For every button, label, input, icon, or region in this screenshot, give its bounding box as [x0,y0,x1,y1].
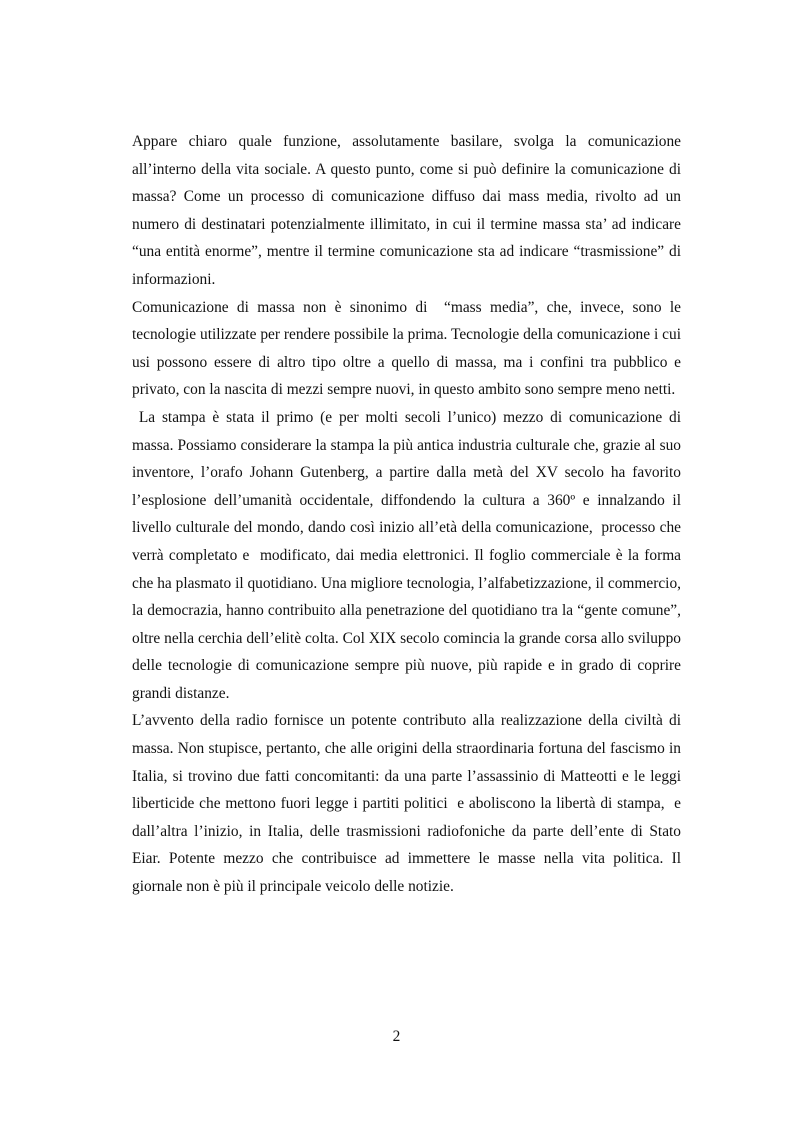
body-text [132,128,685,901]
paragraph-mass-media: Comunicazione di massa non è sinonimo di “mass media”, che, invece, sono le tecnologie utilizzate per rendere possibile la prima. Tecnologie della comunicazione i cui usi possono essere di altro tipo oltre a quello di massa, ma i confini tra pubblico e privato, con la nascita di mezzi sempre nuovi, in questo ambito sono sempre meno netti. [132,298,685,399]
paragraph-radio: L’avvento della radio fornisce un potente contributo alla realizzazione della civiltà di massa. Non stupisce, pertanto, che alle origini della straordinaria fortuna del fascismo in Italia, si trovino due fatti concomitanti: da una parte l’assassinio di Matteotti e le leggi liberticide che mettono fuori legge i partiti politici e aboliscono la libertà di stampa, e dall’altra l’inizio, in Italia, delle trasmissioni radiofoniche da parte dell’ente di Stato Eiar. Potente mezzo che contribuisce ad immettere le masse nella vita politica. Il giornale non è più il principale veicolo delle notizie. [132,712,685,896]
paragraph-press: La stampa è stata il primo (e per molti secoli l’unico) mezzo di comunicazione di massa. Possiamo considerare la stampa la più antica industria culturale che, grazie al suo inventore, l’orafo Johann Gutenberg, a partire dalla metà del XV secolo ha favorito l’esplosione dell’umanità occidentale, diffondendo la cultura a 360º e innalzando il livello culturale del mondo, dando così inizio all’età della comunicazione, processo che verrà completato e modificato, dai media elettronici. Il foglio commerciale è la forma che ha plasmato il quotidiano. Una migliore tecnologia, l’alfabetizzazione, il commercio, la democrazia, hanno contribuito alla penetrazione del quotidiano tra la “gente comune”, oltre nella cerchia dell’elitè colta. Col XIX secolo comincia la grande corsa allo sviluppo delle tecnologie di comunicazione sempre più nuove, più rapide e in grado di coprire grandi distanze. [132,408,685,702]
page-number: 2 [392,1028,401,1045]
paragraph-mass-communication-definition: Appare chiaro quale funzione, assolutamente basilare, svolga la comunicazione all’interno della vita sociale. A questo punto, come si può definire la comunicazione di massa? Come un processo di comunicazione diffuso dai mass media, rivolto ad un numero di destinatari potenzialmente illimitato, in cui il termine massa sta’ ad indicare “una entità enorme”, mentre il termine comunicazione sta ad indicare “trasmissione” di informazioni. [132,133,685,288]
